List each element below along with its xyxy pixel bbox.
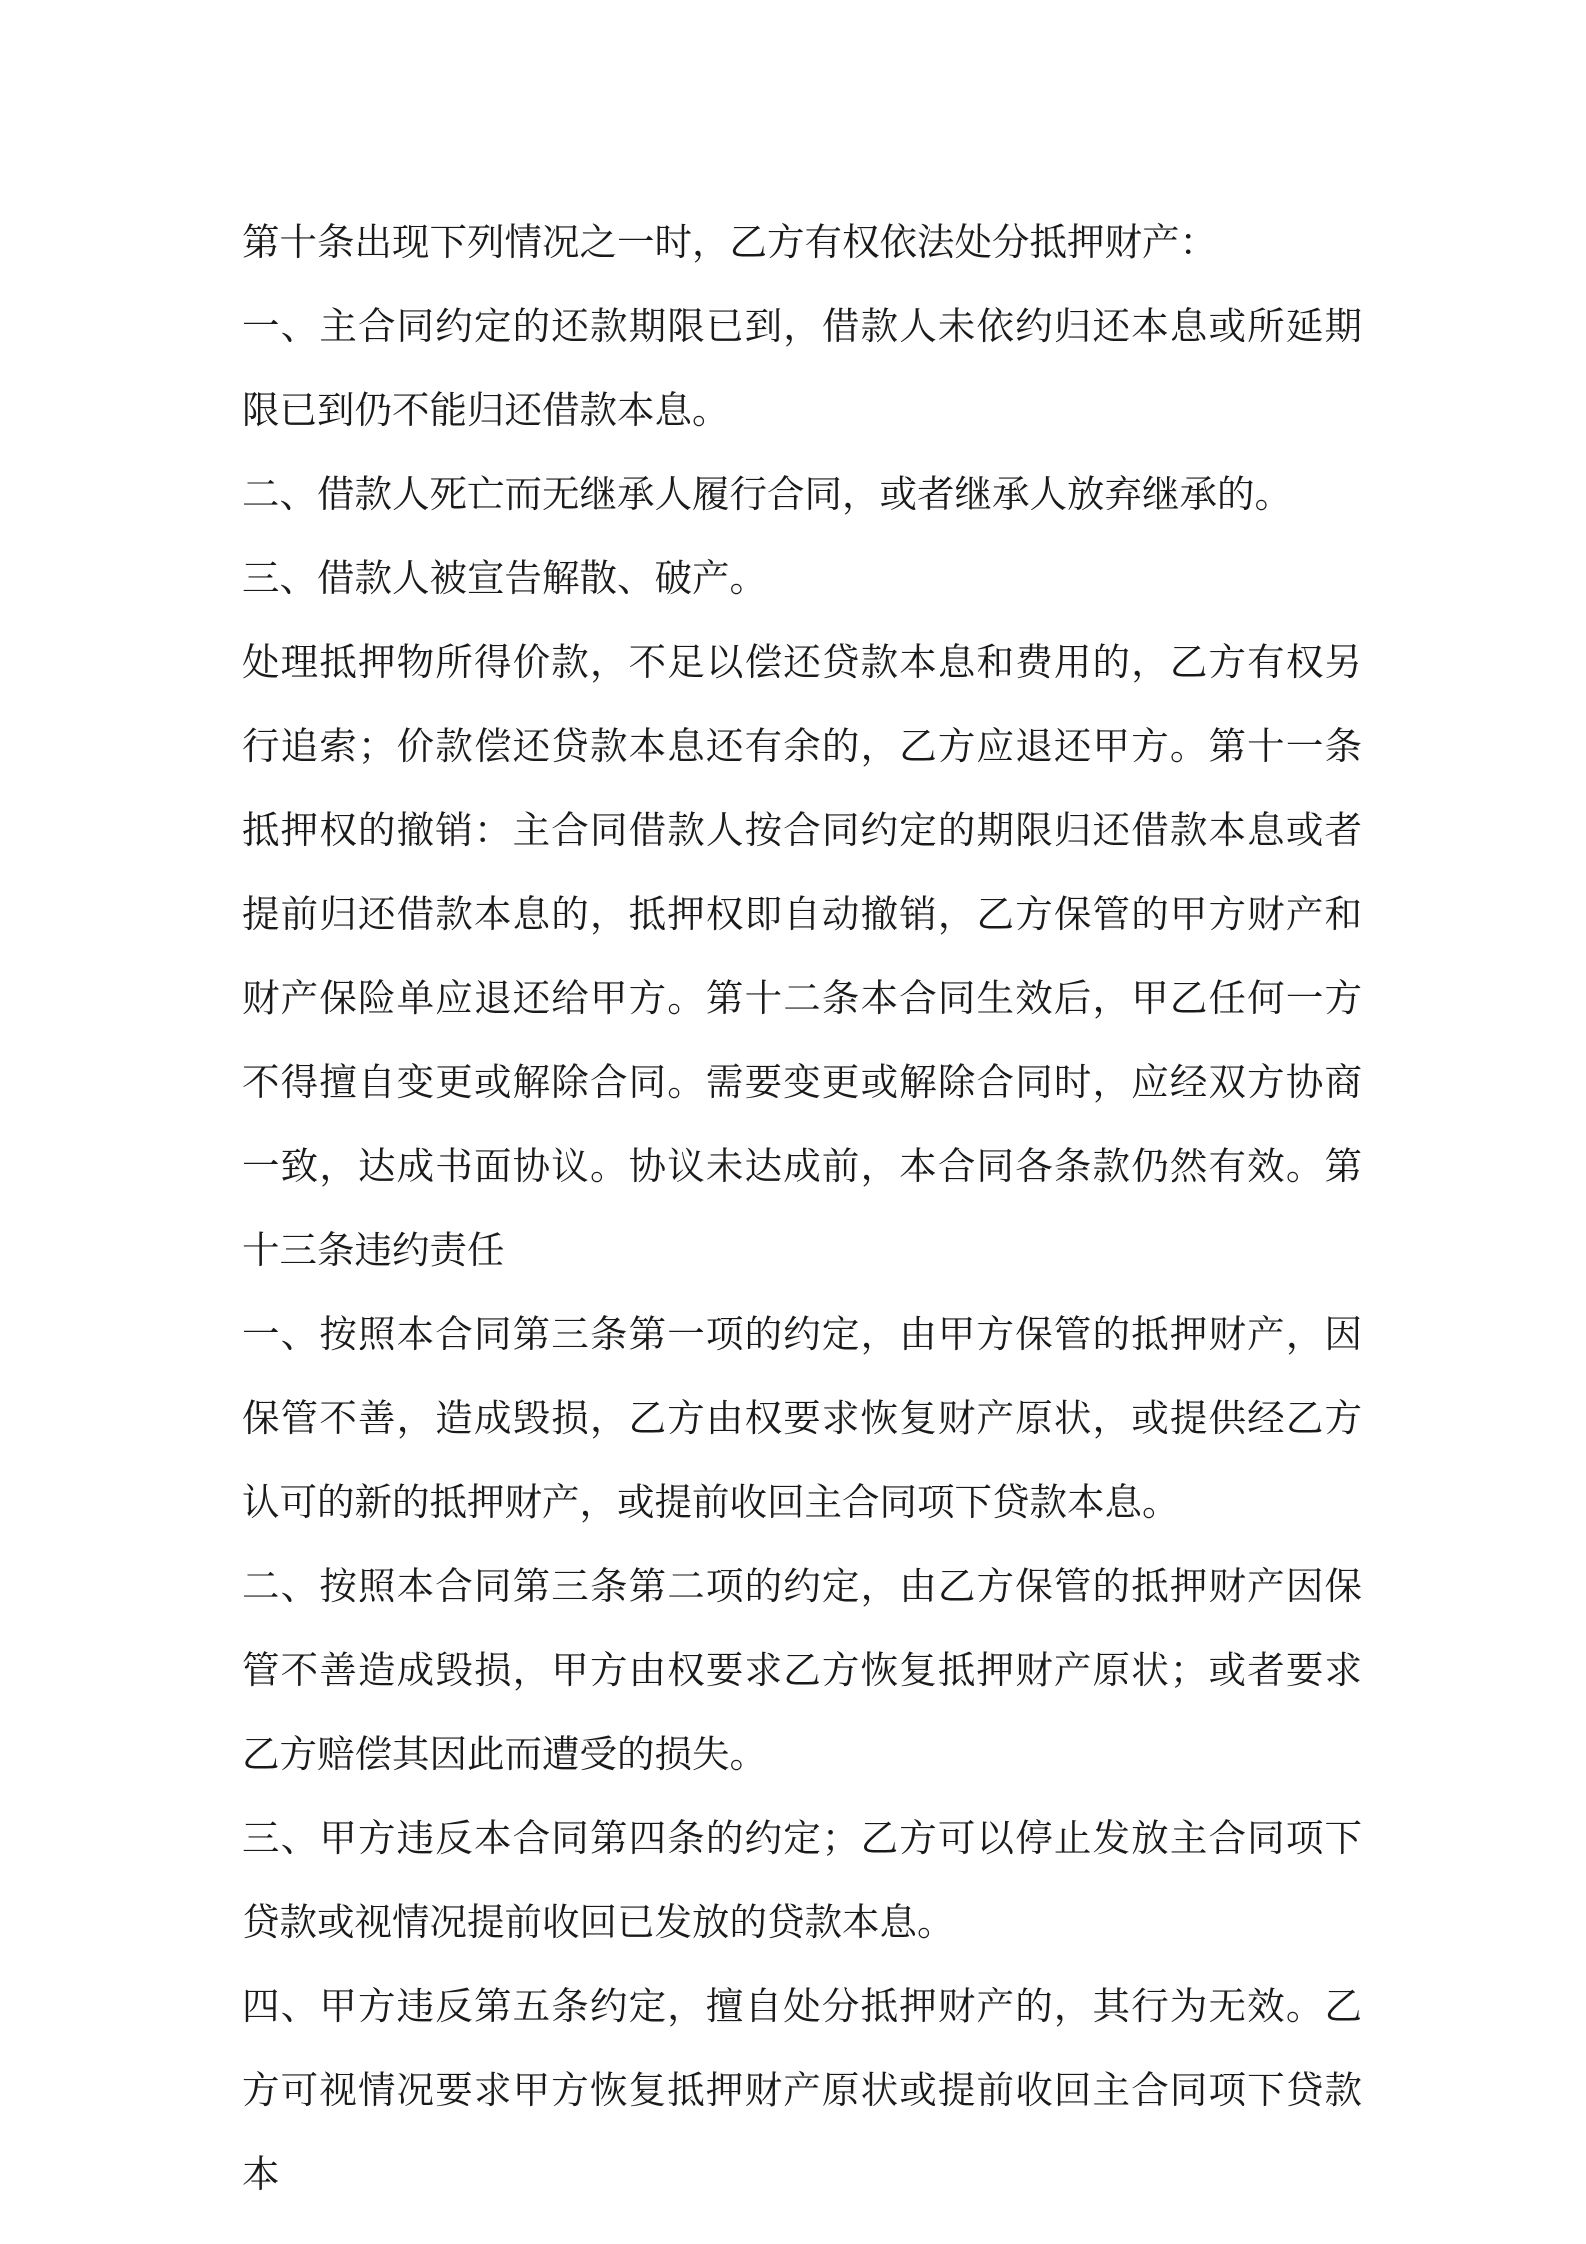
clause-10-item-1: 一、主合同约定的还款期限已到，借款人未依约归还本息或所延期限已到仍不能归还借款本息。 (242, 304, 1362, 432)
clause-13-item-1: 一、按照本合同第三条第一项的约定，由甲方保管的抵押财产，因保管不善，造成毁损，乙方由权要求恢复财产原状，或提供经乙方认可的新的抵押财产，或提前收回主合同项下贷款本息。 (242, 1312, 1362, 1524)
clauses-11-to-13-paragraph: 处理抵押物所得价款，不足以偿还贷款本息和费用的，乙方有权另行追索；价款偿还贷款本息还有余的，乙方应退还甲方。第十一条抵押权的撤销：主合同借款人按合同约定的期限归还借款本息或者提前归还借款本息的，抵押权即自动撤销，乙方保管的甲方财产和财产保险单应退还给甲方。第十二条本合同生效后，甲乙任何一方不得擅自变更或解除合同。需要变更或解除合同时，应经双方协商一致，达成书面协议。协议未达成前，本合同各条款仍然有效。第十三条违约责任 (242, 640, 1362, 1272)
clause-10-item-3: 三、借款人被宣告解散、破产。 (242, 556, 767, 600)
document-page (242, 200, 1362, 2216)
clause-13-item-2: 二、按照本合同第三条第二项的约定，由乙方保管的抵押财产因保管不善造成毁损，甲方由权要求乙方恢复抵押财产原状；或者要求乙方赔偿其因此而遭受的损失。 (242, 1564, 1362, 1776)
clause-13-item-3: 三、甲方违反本合同第四条的约定；乙方可以停止发放主合同项下贷款或视情况提前收回已发放的贷款本息。 (242, 1816, 1362, 1944)
clause-10-heading: 第十条出现下列情况之一时，乙方有权依法处分抵押财产： (242, 220, 1217, 264)
clause-13-item-4: 四、甲方违反第五条约定，擅自处分抵押财产的，其行为无效。乙方可视情况要求甲方恢复抵押财产原状或提前收回主合同项下贷款本 (242, 1984, 1362, 2196)
clause-10-item-2: 二、借款人死亡而无继承人履行合同，或者继承人放弃继承的。 (242, 472, 1292, 516)
